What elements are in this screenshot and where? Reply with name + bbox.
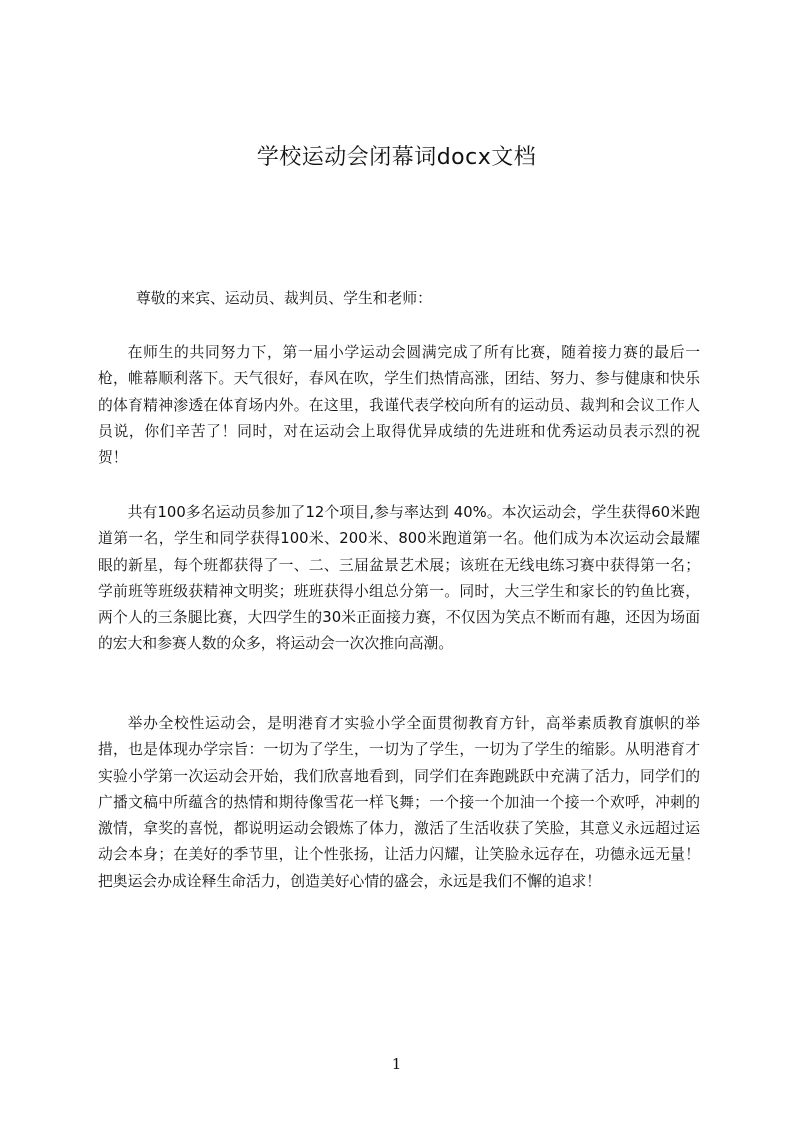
- document-title: 学校运动会闭幕词docx文档: [256, 145, 537, 170]
- paragraph-3: 举办全校性运动会，是明港育才实验小学全面贯彻教育方针，高举素质教育旗帜的举措，也是体现办学宗旨：一切为了学生，一切为了学生，一切为了学生的缩影。从明港育才实验小学第一次运动会开始，我们欣喜地看到，同学们在奔跑跳跃中充满了活力，同学们的广播文稿中所蕴含的热情和期待像雪花一样飞舞；一个接一个加油一个接一个欢呼，冲刺的激情，拿奖的喜悦，都说明运动会锻炼了体力，激活了生活收获了笑脸，其意义永远超过运动会本身；在美好的季节里，让个性张扬，让活力闪耀，让笑脸永远存在，功德永远无量！把奥运会办成诠释生命活力，创造美好心情的盛会，永远是我们不懈的追求！: [98, 715, 700, 890]
- paragraph-2: 共有100多名运动员参加了12个项目,参与率达到 40%。本次运动会，学生获得60米跑道第一名，学生和同学获得100米、200米、800米跑道第一名。他们成为本次运动会最耀眼的新星，每个班都获得了一、二、三届盆景艺术展；该班在无线电练习赛中获得第一名；学前班等班级获精神文明奖；班班获得小组总分第一。同时，大三学生和家长的钓鱼比赛，两个人的三条腿比赛，大四学生的30米正面接力赛，不仅因为笑点不断而有趣，还因为场面的宏大和参赛人数的众多，将运动会一次次推向高潮。: [98, 504, 700, 653]
- salutation: 尊敬的来宾、运动员、裁判员、学生和老师：: [136, 290, 432, 307]
- page-number: 1: [391, 1055, 402, 1073]
- paragraph-1: 在师生的共同努力下，第一届小学运动会圆满完成了所有比赛，随着接力赛的最后一枪，帷幕顺利落下。天气很好，春风在吹，学生们热情高涨，团结、努力、参与健康和快乐的体育精神渗透在体育场内外。在这里，我谨代表学校向所有的运动员、裁判和会议工作人员说，你们辛苦了！同时，对在运动会上取得优异成绩的先进班和优秀运动员表示烈的祝贺！: [98, 344, 700, 467]
